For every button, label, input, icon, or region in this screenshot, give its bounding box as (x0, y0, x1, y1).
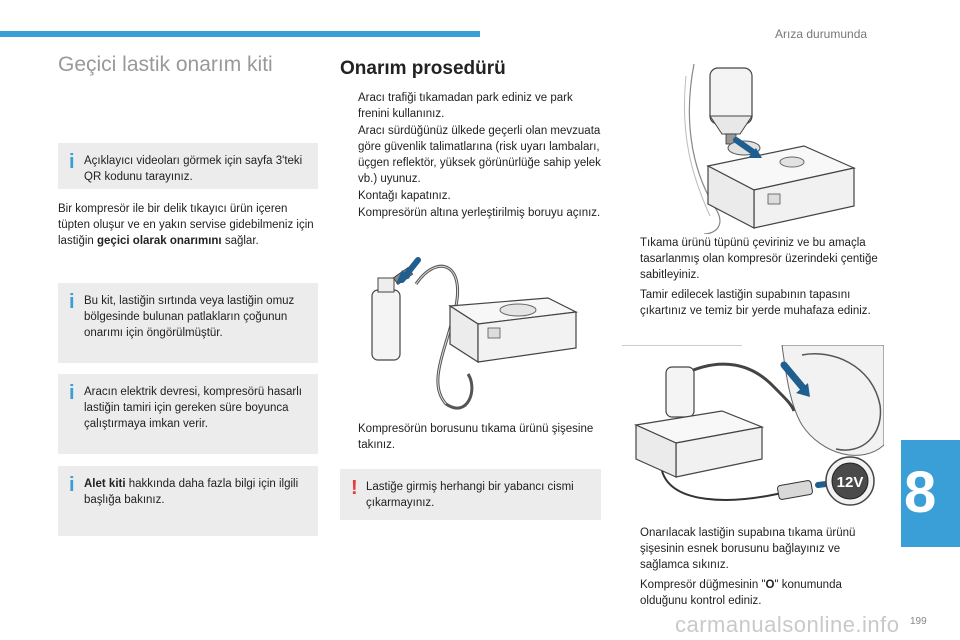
info-icon: i (69, 291, 75, 313)
step-item (340, 421, 602, 453)
step-text: Aracı sürdüğünüz ülkede geçerli olan mevzuata göre güvenlik talimatlarına (risk uyarı lambaları, üçgen reflektör, yüksek görünürlüğe sahip yelek vb.) uyunuz. (358, 125, 601, 185)
intro-paragraph (58, 201, 320, 249)
info-icon: i (69, 151, 75, 173)
page-title: Geçici lastik onarım kiti (58, 53, 273, 76)
step-text: Kontağı kapatınız. (358, 190, 451, 202)
info-icon: i (69, 474, 75, 496)
procedure-steps-right-b (622, 525, 884, 610)
chapter-number: 8 (904, 460, 937, 525)
section-title: Arıza durumunda (775, 27, 868, 41)
intro-text-end: sağlar. (221, 235, 259, 247)
step-item (340, 188, 602, 204)
info-text-electric: Aracın elektrik devresi, kompresörü hasarlı lastiğin tamiri için gereken süre boyunca çalıştırmaya imkan verir. (84, 386, 302, 430)
watermark: carmanualsonline.info (675, 612, 900, 637)
step-item (340, 205, 602, 221)
procedure-title: Onarım prosedürü (340, 58, 506, 79)
info-box-qr (58, 143, 318, 189)
compressor-hose-illustration (358, 254, 584, 410)
step-text: Tıkama ürünü tüpünü çeviriniz ve bu amaçla tasarlanmış olan kompresör üzerindeki çentiğe sabitleyiniz. (640, 237, 878, 281)
step-item (622, 235, 884, 283)
warning-icon: ! (351, 477, 358, 499)
info-box-electric (58, 374, 318, 454)
warning-box (340, 469, 601, 520)
step-item (340, 123, 602, 187)
info-text-usage: Bu kit, lastiğin sırtında veya lastiğin omuz bölgesinde bulunan patlakların çoğunun onarımı için öngörülmüştür. (84, 295, 295, 339)
step-text: Aracı trafiği tıkamadan park ediniz ve park frenini kullanınız. (358, 92, 573, 120)
step-text: Kompresörün altına yerleştirilmiş boruyu açınız. (358, 207, 601, 219)
procedure-steps (340, 90, 602, 222)
step-text: Onarılacak lastiğin supabına tıkama ürünü şişesinin esnek borusunu bağlayınız ve sağlamca sıkınız. (640, 527, 856, 571)
procedure-steps-right-a (622, 235, 884, 320)
step-text: Kompresör düğmesinin " (640, 579, 766, 591)
warning-text: Lastiğe girmiş herhangi bir yabancı cismi çıkarmayınız. (366, 481, 574, 509)
button-position-label: O (765, 579, 775, 591)
toolkit-bold-text: Alet kiti (84, 478, 126, 490)
info-box-toolkit (58, 466, 318, 536)
socket-12v-label: 12V (836, 474, 864, 491)
intro-bold-text: geçici olarak onarımını (97, 235, 222, 247)
valve-connection-illustration (622, 345, 884, 515)
info-icon: i (69, 382, 75, 404)
step-item (622, 287, 884, 319)
intro-text: Bir kompresör ile bir delik tıkayıcı ürün içeren tüpten oluşur ve en yakın servise gidebilmeniz için lastiğin (58, 203, 314, 247)
step-text: Tamir edilecek lastiğin supabının tapasını çıkartınız ve temiz bir yerde muhafaza ediniz. (640, 289, 871, 317)
step-item (622, 525, 884, 573)
page-number: 199 (910, 616, 927, 627)
step-text-end: " konumunda olduğunu kontrol ediniz. (640, 579, 842, 607)
step-item (340, 90, 602, 122)
procedure-step-5 (340, 421, 602, 454)
header-accent-bar (0, 31, 480, 37)
info-text-qr: Açıklayıcı videoları görmek için sayfa 3'teki QR kodunu tarayınız. (84, 155, 303, 183)
step-text: Kompresörün borusunu tıkama ürünü şişesine takınız. (358, 423, 594, 451)
step-item (622, 577, 884, 609)
info-box-usage (58, 283, 318, 363)
toolkit-text: hakkında daha fazla bilgi için ilgili başlığa bakınız. (84, 478, 299, 506)
bottle-fitting-illustration (684, 56, 862, 234)
